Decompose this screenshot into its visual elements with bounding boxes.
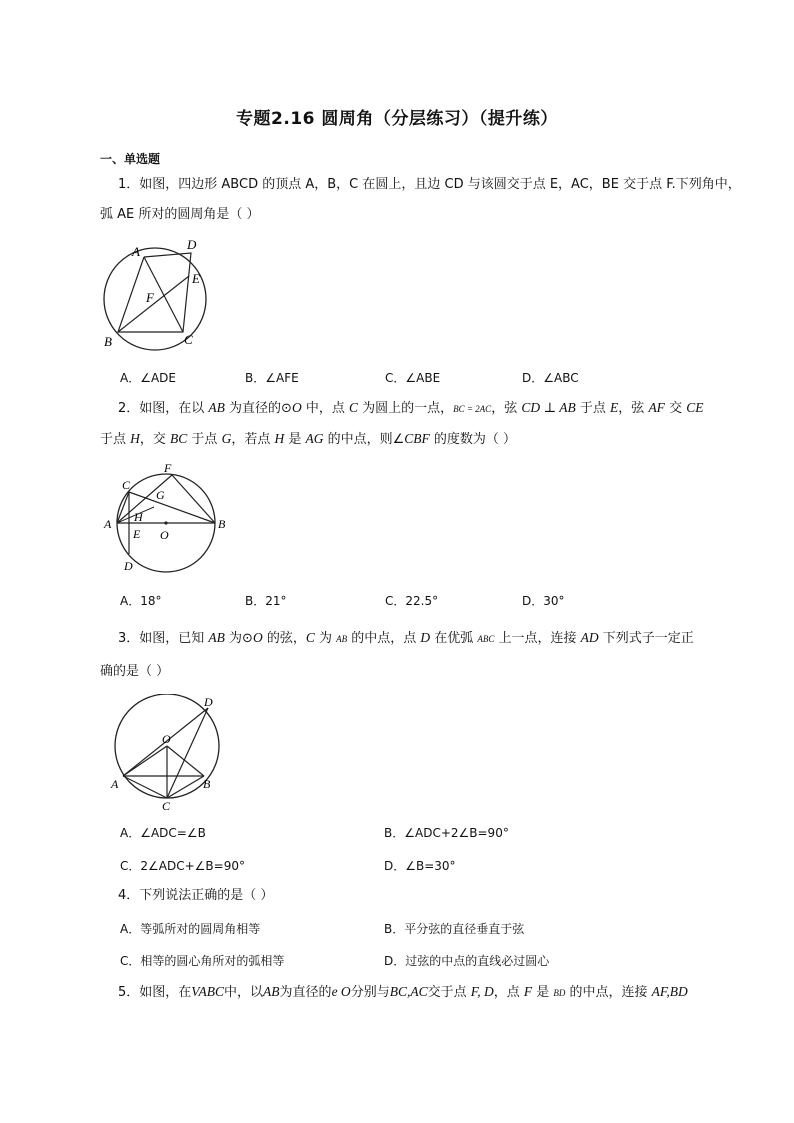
q3-segment-oa [123,746,167,776]
q3-stem-line1: 3．如图，已知 AB 为⊙O 的弦，C 为 AB 的中点，点 D 在优弧 ABC 上一点，连接 AD 下列式子一定正 [118,630,694,646]
q2-option-d: D．30° [522,594,565,608]
q1-label-a: A [132,244,140,259]
q2-option-b: B．21° [245,594,287,608]
q3-option-a: A．∠ADC=∠B [120,826,206,840]
q4-option-b: B．平分弦的直径垂直于弦 [384,922,525,936]
q3-segment-ob [167,746,204,776]
q5-stem-line1: 5．如图，在VABC中，以AB为直径的e O分别与BC,AC交于点 F, D，点 F 是 BD 的中点，连接 AF,BD [118,984,688,1000]
q3-label-b: B [203,777,211,791]
q2-label-d: D [124,559,133,573]
q3-option-d: D．∠B=30° [384,859,456,873]
q2-label-e: E [133,527,141,541]
q2-label-o: O [160,528,169,542]
q1-stem-line1: 1．如图，四边形 ABCD 的顶点 A，B，C 在圆上，且边 CD 与该圆交于点 E，AC，BE 交于点 F.下列角中， [118,177,741,192]
q1-label-e: E [192,271,200,286]
section-heading: 一、单选题 [100,152,161,166]
q1-stem-line2: 弧 AE 所对的圆周角是（ ） [100,207,260,222]
q3-arc-abc: ABC [477,634,495,644]
q2-center-dot [164,521,167,524]
q1-quadrilateral [118,253,191,332]
page-title: 专题2.16 圆周角（分层练习）（提升练） [236,109,558,129]
q3-label-a: A [111,777,119,791]
q2-figure [100,460,235,578]
q2-arc-expression: BC = 2AC [453,404,492,414]
q1-label-d: D [187,237,197,252]
q2-label-a: A [104,517,112,531]
q3-arc-ab: AB [336,634,348,644]
q3-stem-line2: 确的是（ ） [100,664,170,679]
q1-label-b: B [104,334,112,349]
q1-option-b: B．∠AFE [245,371,299,385]
q2-label-h: H [134,510,143,524]
q3-label-d: D [204,695,213,709]
q1-option-a: A．∠ADE [120,371,176,385]
q3-label-o: O [162,732,171,746]
q2-option-a: A．18° [120,594,162,608]
q2-label-g: G [156,488,165,502]
q3-segment-ac [123,776,167,798]
q1-label-c: C [184,332,193,347]
q2-label-c: C [122,478,131,492]
q1-option-c: C．∠ABE [385,371,441,385]
q4-option-c: C．相等的圆心角所对的弧相等 [120,954,285,968]
q1-figure [98,234,218,352]
q4-stem: 4．下列说法正确的是（ ） [118,888,274,903]
q2-label-f: F [164,461,172,475]
q3-option-b: B．∠ADC+2∠B=90° [384,826,509,840]
q1-option-d: D．∠ABC [522,371,579,385]
q2-stem-line2: 于点 H，交 BC 于点 G，若点 H 是 AG 的中点，则∠CBF 的度数为（ ） [100,431,517,447]
q1-label-f: F [146,290,154,305]
q5-arc-bd: BD [553,988,566,998]
q2-stem-line1: 2．如图，在以 AB 为直径的⊙O 中，点 C 为圆上的一点，BC = 2AC，弦 CD ⊥ AB 于点 E，弦 AF 交 CE [118,400,704,416]
q3-label-c: C [162,799,171,812]
q2-option-c: C．22.5° [385,594,439,608]
q2-label-b: B [218,517,226,531]
q3-figure [108,694,228,812]
q3-option-c: C．2∠ADC+∠B=90° [120,859,245,873]
q4-option-a: A．等弧所对的圆周角相等 [120,922,261,936]
q4-option-d: D．过弦的中点的直线必过圆心 [384,954,550,968]
